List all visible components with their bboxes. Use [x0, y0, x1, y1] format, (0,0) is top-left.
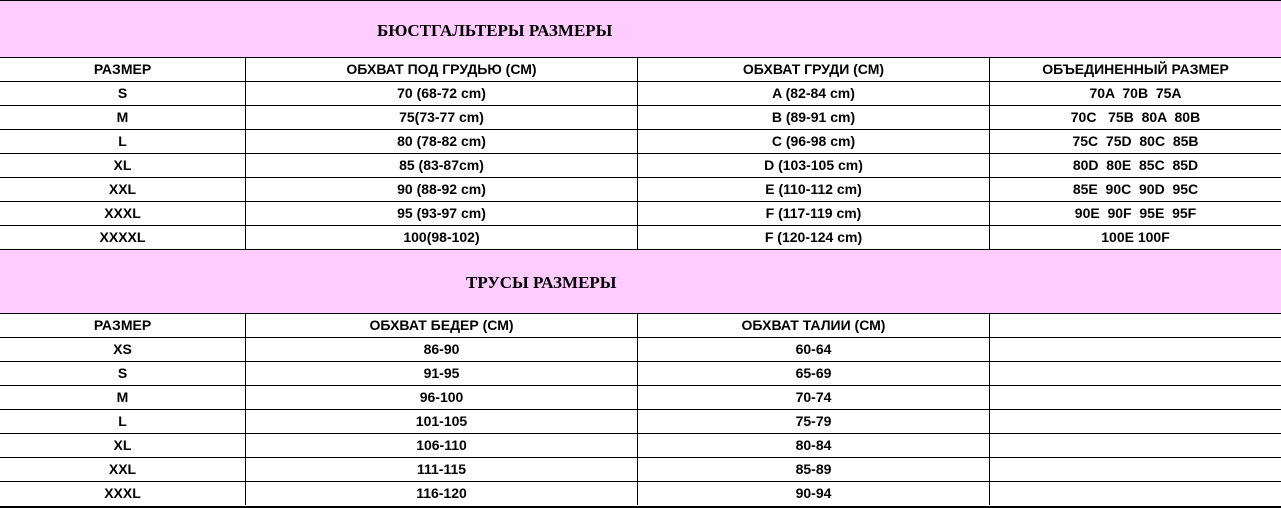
bra-size-cell: XXXL: [104, 205, 141, 221]
panties-header-empty: [989, 314, 1281, 337]
table-row: [0, 410, 1281, 434]
panties-header-waist: ОБХВАТ ТАЛИИ (СМ): [637, 314, 989, 337]
bust-cell: F (120-124 cm): [637, 226, 989, 249]
bust-cell: C (96-98 cm): [637, 130, 989, 153]
bra-section-title: БЮСТГАЛЬТЕРЫ РАЗМЕРЫ: [377, 21, 613, 40]
table-row: [0, 82, 1281, 106]
panties-size-cell: XS: [113, 341, 132, 357]
bust-cell: E (110-112 cm): [637, 178, 989, 201]
table-row: [0, 130, 1281, 154]
bra-size-cell: M: [116, 109, 129, 125]
panties-size-cell: XXXL: [104, 485, 141, 501]
empty-cell: [989, 482, 1281, 505]
empty-cell: [989, 410, 1281, 433]
bra-size-cell: XXXXL: [99, 229, 146, 245]
waist-cell: 90-94: [637, 482, 989, 505]
bust-cell: A (82-84 cm): [637, 82, 989, 105]
panties-size-cell: L: [118, 413, 127, 429]
empty-cell: [989, 362, 1281, 385]
bra-size-cell: L: [118, 133, 127, 149]
panties-section-title: ТРУСЫ РАЗМЕРЫ: [466, 273, 617, 292]
table-row: [0, 106, 1281, 130]
combined-size-cell: 70C 75B 80A 80B: [989, 106, 1281, 129]
empty-cell: [989, 338, 1281, 361]
waist-cell: 75-79: [637, 410, 989, 433]
underbust-cell: 85 (83-87cm): [245, 154, 637, 177]
underbust-cell: 100(98-102): [245, 226, 637, 249]
table-row: [0, 434, 1281, 458]
table-row: [0, 338, 1281, 362]
hips-cell: 116-120: [245, 482, 637, 505]
bra-header-row: [0, 58, 1281, 82]
panties-size-cell: XL: [113, 437, 132, 453]
combined-size-cell: 75C 75D 80C 85B: [989, 130, 1281, 153]
waist-cell: 85-89: [637, 458, 989, 481]
hips-cell: 106-110: [245, 434, 637, 457]
bra-size-cell: XXL: [108, 181, 137, 197]
underbust-cell: 80 (78-82 cm): [245, 130, 637, 153]
table-row: [0, 362, 1281, 386]
combined-size-cell: 80D 80E 85C 85D: [989, 154, 1281, 177]
table-row: [0, 458, 1281, 482]
bust-cell: B (89-91 cm): [637, 106, 989, 129]
panties-size-cell: S: [117, 365, 128, 381]
waist-cell: 60-64: [637, 338, 989, 361]
underbust-cell: 95 (93-97 cm): [245, 202, 637, 225]
underbust-cell: 75(73-77 cm): [245, 106, 637, 129]
panties-header-size: РАЗМЕР: [93, 317, 152, 333]
panties-size-cell: XXL: [108, 461, 137, 477]
bust-cell: D (103-105 cm): [637, 154, 989, 177]
panties-size-cell: M: [116, 389, 129, 405]
bra-header-size: РАЗМЕР: [93, 61, 152, 77]
combined-size-cell: 90E 90F 95E 95F: [989, 202, 1281, 225]
table-row: [0, 386, 1281, 410]
combined-size-cell: 70A 70B 75A: [989, 82, 1281, 105]
bra-header-combined: ОБЪЕДИНЕННЫЙ РАЗМЕР: [989, 58, 1281, 81]
bra-size-cell: XL: [113, 157, 132, 173]
table-row: [0, 178, 1281, 202]
hips-cell: 101-105: [245, 410, 637, 433]
combined-size-cell: 85E 90C 90D 95C: [989, 178, 1281, 201]
bra-header-underbust: ОБХВАТ ПОД ГРУДЬЮ (СМ): [245, 58, 637, 81]
empty-cell: [989, 458, 1281, 481]
table-row: [0, 226, 1281, 250]
hips-cell: 86-90: [245, 338, 637, 361]
panties-header-hips: ОБХВАТ БЕДЕР (СМ): [245, 314, 637, 337]
table-row: [0, 482, 1281, 508]
combined-size-cell: 100E 100F: [989, 226, 1281, 249]
empty-cell: [989, 434, 1281, 457]
waist-cell: 70-74: [637, 386, 989, 409]
bra-section-banner: [0, 0, 1281, 58]
bra-size-cell: S: [117, 85, 128, 101]
bra-header-bust: ОБХВАТ ГРУДИ (СМ): [637, 58, 989, 81]
hips-cell: 96-100: [245, 386, 637, 409]
underbust-cell: 70 (68-72 cm): [245, 82, 637, 105]
hips-cell: 111-115: [245, 458, 637, 481]
table-row: [0, 202, 1281, 226]
panties-section-banner: [0, 249, 1281, 314]
waist-cell: 65-69: [637, 362, 989, 385]
panties-header-row: [0, 314, 1281, 338]
bust-cell: F (117-119 cm): [637, 202, 989, 225]
hips-cell: 91-95: [245, 362, 637, 385]
underbust-cell: 90 (88-92 cm): [245, 178, 637, 201]
table-row: [0, 154, 1281, 178]
waist-cell: 80-84: [637, 434, 989, 457]
empty-cell: [989, 386, 1281, 409]
